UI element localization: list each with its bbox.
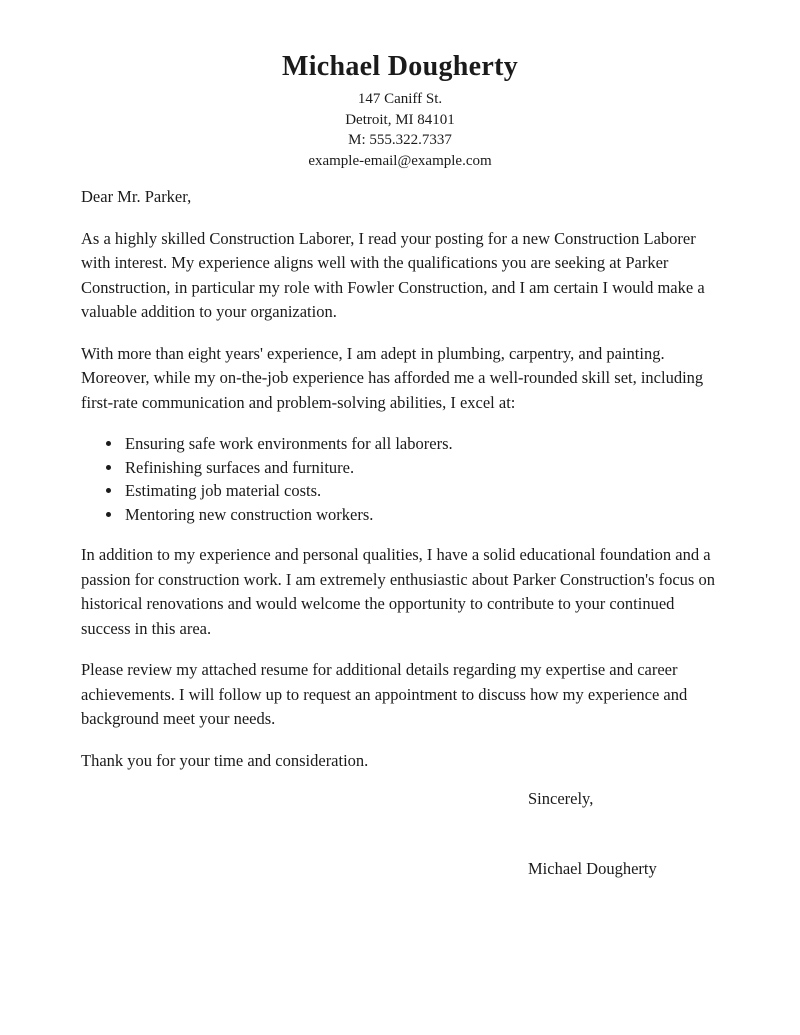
letterhead (0, 0, 800, 171)
sender-phone: M: 555.322.7337 (348, 132, 452, 148)
signature-name: Michael Dougherty (528, 858, 657, 878)
sender-email: example-email@example.com (308, 152, 492, 169)
skill-item: • Estimating job material costs. (123, 479, 722, 503)
letter-paragraph-followup: Please review my attached resume for additional details regarding my expertise and career achievements. I will follow up to request an appointment to discuss how my experience and background meet your needs. (81, 660, 688, 728)
skill-item: • Ensuring safe work environments for all laborers. (123, 432, 722, 456)
skill-item: • Refinishing surfaces and furniture. (123, 456, 722, 480)
sender-address-street: 147 Caniff St. (357, 91, 443, 107)
letter-paragraph-intro: As a highly skilled Construction Laborer, I read your posting for a new Construction Laborer with interest. My experience aligns well with the qualifications you are seeking at Parker Construction, in particular my role with Fowler Construction, and I am certain I would make a valuable addition to your organization. (81, 228, 705, 321)
letter-paragraph-thanks: Thank you for your time and consideration. (81, 750, 369, 770)
letter-body (81, 185, 722, 881)
letter-paragraph-experience: With more than eight years' experience, I am adept in plumbing, carpentry, and painting. Moreover, while my on-the-job experience has afforded me a well-rounded skill set, including first-rate communication and problem-solving abilities, I excel at: (81, 343, 704, 412)
skill-item: • Mentoring new construction workers. (123, 503, 722, 527)
sender-name: Michael Dougherty (281, 51, 519, 82)
closing-block (528, 787, 722, 881)
sender-address-city: Detroit, MI 84101 (345, 111, 455, 128)
closing-salutation: Sincerely, (528, 789, 594, 808)
skills-list (81, 432, 722, 526)
salutation: Dear Mr. Parker, (81, 187, 192, 206)
letter-paragraph-education: In addition to my experience and personal qualities, I have a solid educational foundation and a passion for construction work. I am extremely enthusiastic about Parker Construction's focus on historical renovations and would welcome the opportunity to contribute to your continued success in this area. (81, 545, 715, 638)
